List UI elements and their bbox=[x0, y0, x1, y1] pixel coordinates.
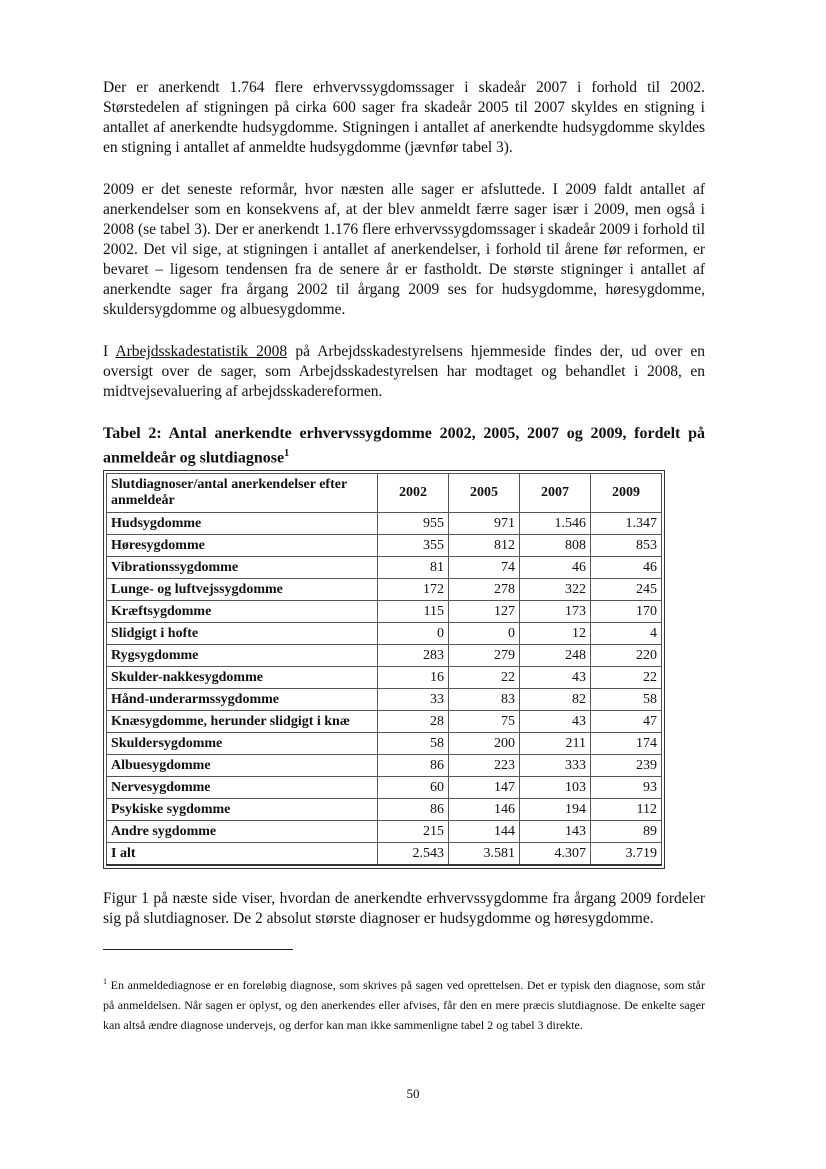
row-label: Rygsygdomme bbox=[107, 645, 378, 667]
cell-value: 28 bbox=[378, 711, 449, 733]
header-year-2002: 2002 bbox=[378, 474, 449, 513]
table-row bbox=[107, 579, 662, 601]
row-label: Slidgigt i hofte bbox=[107, 623, 378, 645]
cell-value: 103 bbox=[520, 777, 591, 799]
paragraph-3-suffix: på Arbejdsskadestyrelsens hjemmeside findes der, ud over en oversigt over de sager, som Arbejdsskadestyrelsen har modtaget og behandlet i 2008, en midtvejsevaluering af arbejdsskadereformen. bbox=[103, 343, 706, 400]
arbejdsskadestatistik-link[interactable]: Arbejdsskadestatistik 2008 bbox=[115, 343, 288, 360]
cell-value: 75 bbox=[449, 711, 520, 733]
cell-value: 1.546 bbox=[520, 513, 591, 535]
row-label: Vibrationssygdomme bbox=[107, 557, 378, 579]
cell-value: 808 bbox=[520, 535, 591, 557]
footnote bbox=[103, 972, 705, 1035]
cell-value: 194 bbox=[520, 799, 591, 821]
cell-value: 58 bbox=[591, 689, 662, 711]
cell-value: 43 bbox=[520, 711, 591, 733]
cell-value: 86 bbox=[378, 755, 449, 777]
cell-value: 239 bbox=[591, 755, 662, 777]
paragraph-1: Der er anerkendt 1.764 flere erhvervssygdomssager i skadeår 2007 i forhold til 2002. Størstedelen af stigningen på cirka 600 sager fra skadeår 2005 til 2007 skyldes en stigning i antallet af anerkendte hudsygdomme. Stigningen i antallet af anerkendte hudsygdomme skyldes en stigning i antallet af anmeldte hudsygdomme (jævnfør tabel 3). bbox=[103, 79, 705, 156]
table-row bbox=[107, 645, 662, 667]
cell-value: 127 bbox=[449, 601, 520, 623]
cell-value: 143 bbox=[520, 821, 591, 843]
cell-value: 22 bbox=[591, 667, 662, 689]
table-row bbox=[107, 689, 662, 711]
table-row bbox=[107, 777, 662, 799]
header-year-2009: 2009 bbox=[591, 474, 662, 513]
cell-value: 173 bbox=[520, 601, 591, 623]
row-label: Nervesygdomme bbox=[107, 777, 378, 799]
cell-value: 248 bbox=[520, 645, 591, 667]
row-label: Kræftsygdomme bbox=[107, 601, 378, 623]
cell-value: 245 bbox=[591, 579, 662, 601]
table-row bbox=[107, 733, 662, 755]
cell-value: 46 bbox=[591, 557, 662, 579]
table-row bbox=[107, 821, 662, 843]
row-label: I alt bbox=[107, 843, 378, 866]
table-body bbox=[107, 513, 662, 866]
document-page bbox=[103, 78, 705, 1035]
row-label: Lunge- og luftvejssygdomme bbox=[107, 579, 378, 601]
footnote-number: 1 bbox=[103, 977, 107, 987]
table-row bbox=[107, 667, 662, 689]
cell-value: 89 bbox=[591, 821, 662, 843]
cell-value: 47 bbox=[591, 711, 662, 733]
cell-value: 279 bbox=[449, 645, 520, 667]
footnote-rule bbox=[103, 949, 293, 950]
row-label: Andre sygdomme bbox=[107, 821, 378, 843]
cell-value: 812 bbox=[449, 535, 520, 557]
cell-value: 211 bbox=[520, 733, 591, 755]
cell-value: 12 bbox=[520, 623, 591, 645]
cell-value: 43 bbox=[520, 667, 591, 689]
table-row bbox=[107, 535, 662, 557]
cell-value: 81 bbox=[378, 557, 449, 579]
cell-value: 1.347 bbox=[591, 513, 662, 535]
cell-value: 174 bbox=[591, 733, 662, 755]
cell-value: 3.581 bbox=[449, 843, 520, 866]
cell-value: 215 bbox=[378, 821, 449, 843]
table-caption bbox=[103, 424, 705, 468]
table-row bbox=[107, 799, 662, 821]
table-row bbox=[107, 711, 662, 733]
table-row bbox=[107, 843, 662, 866]
cell-value: 0 bbox=[378, 623, 449, 645]
cell-value: 3.719 bbox=[591, 843, 662, 866]
cell-value: 112 bbox=[591, 799, 662, 821]
row-label: Hånd-underarmssygdomme bbox=[107, 689, 378, 711]
cell-value: 147 bbox=[449, 777, 520, 799]
cell-value: 33 bbox=[378, 689, 449, 711]
cell-value: 74 bbox=[449, 557, 520, 579]
table-row bbox=[107, 557, 662, 579]
cell-value: 83 bbox=[449, 689, 520, 711]
cell-value: 4.307 bbox=[520, 843, 591, 866]
table-row bbox=[107, 601, 662, 623]
header-year-2007: 2007 bbox=[520, 474, 591, 513]
cell-value: 93 bbox=[591, 777, 662, 799]
cell-value: 0 bbox=[449, 623, 520, 645]
cell-value: 144 bbox=[449, 821, 520, 843]
cell-value: 146 bbox=[449, 799, 520, 821]
page-number: 50 bbox=[406, 1086, 420, 1101]
table-header-row bbox=[107, 474, 662, 513]
header-year-2005: 2005 bbox=[449, 474, 520, 513]
cell-value: 22 bbox=[449, 667, 520, 689]
row-label: Psykiske sygdomme bbox=[107, 799, 378, 821]
cell-value: 60 bbox=[378, 777, 449, 799]
cell-value: 223 bbox=[449, 755, 520, 777]
cell-value: 853 bbox=[591, 535, 662, 557]
row-label: Skuldersygdomme bbox=[107, 733, 378, 755]
cell-value: 46 bbox=[520, 557, 591, 579]
table-row bbox=[107, 623, 662, 645]
cell-value: 333 bbox=[520, 755, 591, 777]
table-frame bbox=[103, 470, 665, 869]
table-caption-text: Tabel 2: Antal anerkendte erhvervssygdomme 2002, 2005, 2007 og 2009, fordelt på anmeldeår og slutdiagnose bbox=[103, 425, 705, 467]
cell-value: 322 bbox=[520, 579, 591, 601]
footnote-text: En anmeldediagnose er en foreløbig diagnose, som skrives på sagen ved oprettelsen. Det er typisk den diagnose, som står på anmeldelsen. Når sagen er oplyst, og den anerkendes eller afvises, får den en mere præcis slutdiagnose. De enkelte sager kan altså ændre diagnose undervejs, og derfor kan man ikke sammenligne tabel 2 og tabel 3 direkte. bbox=[103, 978, 706, 1033]
cell-value: 86 bbox=[378, 799, 449, 821]
header-diagnosis: Slutdiagnoser/antal anerkendelser efter anmeldeår bbox=[107, 474, 378, 513]
cell-value: 4 bbox=[591, 623, 662, 645]
row-label: Hudsygdomme bbox=[107, 513, 378, 535]
footnote-marker: 1 bbox=[284, 448, 290, 459]
cell-value: 115 bbox=[378, 601, 449, 623]
cell-value: 220 bbox=[591, 645, 662, 667]
cell-value: 58 bbox=[378, 733, 449, 755]
row-label: Skulder-nakkesygdomme bbox=[107, 667, 378, 689]
cell-value: 16 bbox=[378, 667, 449, 689]
table-row bbox=[107, 755, 662, 777]
cell-value: 971 bbox=[449, 513, 520, 535]
row-label: Knæsygdomme, herunder slidgigt i knæ bbox=[107, 711, 378, 733]
paragraph-2: 2009 er det seneste reformår, hvor næsten alle sager er afsluttede. I 2009 faldt antallet af anerkendelser som en konsekvens af, at der blev anmeldt færre sager især i 2009, men også i 2008 (se tabel 3). Der er anerkendt 1.176 flere erhvervssygdomssager i skadeår 2009 i forhold til 2002. Det vil sige, at stigningen i antallet af anerkendelser, i forhold til årene før reformen, er bevaret – ligesom tendensen fra de senere år er fastholdt. De største stigninger i antallet af anerkendte sager fra årgang 2002 til årgang 2009 ses for hudsygdomme, høresygdomme, skuldersygdomme og albuesygdomme. bbox=[103, 181, 705, 318]
cell-value: 82 bbox=[520, 689, 591, 711]
cell-value: 172 bbox=[378, 579, 449, 601]
cell-value: 355 bbox=[378, 535, 449, 557]
table-row bbox=[107, 513, 662, 535]
paragraph-3 bbox=[103, 342, 705, 402]
paragraph-4: Figur 1 på næste side viser, hvordan de anerkendte erhvervssygdomme fra årgang 2009 fordeler sig på slutdiagnoser. De 2 absolut største diagnoser er hudsygdomme og høresygdomme. bbox=[103, 890, 705, 928]
row-label: Høresygdomme bbox=[107, 535, 378, 557]
cell-value: 170 bbox=[591, 601, 662, 623]
cell-value: 283 bbox=[378, 645, 449, 667]
paragraph-3-prefix: I bbox=[103, 343, 116, 360]
diagnosis-table bbox=[106, 473, 662, 866]
cell-value: 278 bbox=[449, 579, 520, 601]
cell-value: 955 bbox=[378, 513, 449, 535]
cell-value: 200 bbox=[449, 733, 520, 755]
row-label: Albuesygdomme bbox=[107, 755, 378, 777]
cell-value: 2.543 bbox=[378, 843, 449, 866]
